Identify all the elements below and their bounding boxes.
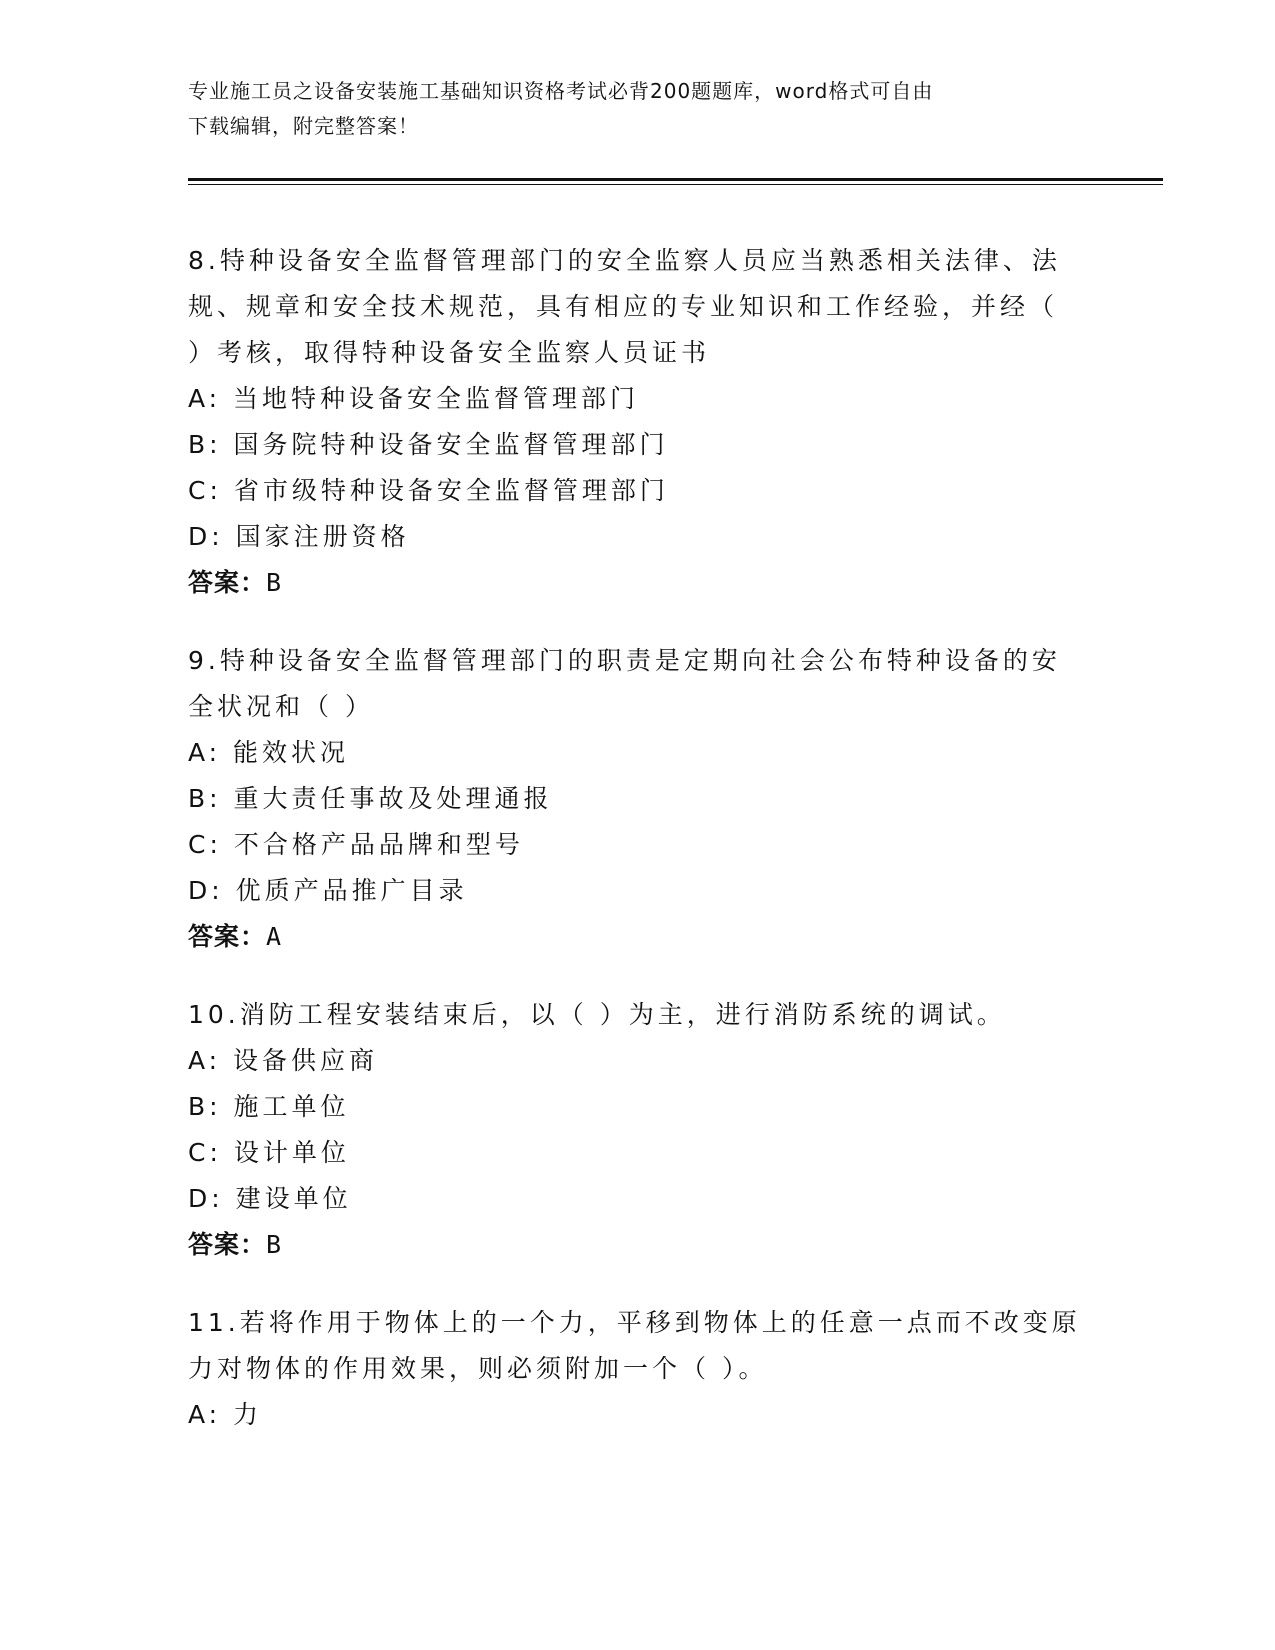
header-divider-thick: [188, 178, 1163, 181]
answer-line: [188, 560, 1088, 606]
header-divider-thin: [188, 184, 1163, 185]
option-d: D: 国家注册资格: [188, 522, 410, 551]
answer-label: 答案：: [188, 568, 267, 597]
question-list: [188, 238, 1088, 1470]
answer-line: [188, 914, 1088, 960]
document-header: [188, 74, 1068, 144]
option-b: B: 国务院特种设备安全监督管理部门: [188, 430, 669, 459]
option-a: A: 力: [188, 1400, 263, 1429]
answer-label: 答案：: [188, 922, 267, 951]
answer-value: A: [266, 922, 283, 951]
question-8: [188, 238, 1088, 606]
header-line-2: 下载编辑，附完整答案！: [188, 114, 419, 138]
answer-label: 答案：: [188, 1230, 267, 1259]
option-c: C: 设计单位: [188, 1138, 350, 1167]
question-stem-line: 规、规章和安全技术规范，具有相应的专业知识和工作经验，并经（: [188, 292, 1059, 321]
answer-value: B: [266, 568, 283, 597]
question-stem-line: 力对物体的作用效果，则必须附加一个（ ）。: [188, 1354, 768, 1383]
question-9: [188, 638, 1088, 960]
option-d: D: 建设单位: [188, 1184, 352, 1213]
question-stem-line: 9.特种设备安全监督管理部门的职责是定期向社会公布特种设备的安: [188, 646, 1061, 675]
option-a: A: 设备供应商: [188, 1046, 379, 1075]
question-10: [188, 992, 1088, 1268]
question-stem-line: ）考核，取得特种设备安全监察人员证书: [188, 338, 711, 367]
answer-line: [188, 1222, 1088, 1268]
option-a: A: 能效状况: [188, 738, 350, 767]
question-stem-line: 全状况和（ ）: [188, 692, 374, 721]
option-d: D: 优质产品推广目录: [188, 876, 468, 905]
option-a: A: 当地特种设备安全监督管理部门: [188, 384, 640, 413]
option-c: C: 省市级特种设备安全监督管理部门: [188, 476, 669, 505]
question-stem-line: 10.消防工程安装结束后，以（ ）为主，进行消防系统的调试。: [188, 1000, 1006, 1029]
answer-value: B: [266, 1230, 283, 1259]
option-b: B: 施工单位: [188, 1092, 350, 1121]
question-stem-line: 11.若将作用于物体上的一个力，平移到物体上的任意一点而不改变原: [188, 1308, 1081, 1337]
option-b: B: 重大责任事故及处理通报: [188, 784, 553, 813]
question-stem-line: 8.特种设备安全监督管理部门的安全监察人员应当熟悉相关法律、法: [188, 246, 1061, 275]
option-c: C: 不合格产品品牌和型号: [188, 830, 524, 859]
question-11: [188, 1300, 1088, 1438]
header-line-1: 专业施工员之设备安装施工基础知识资格考试必背200题题库，word格式可自由: [188, 79, 934, 103]
